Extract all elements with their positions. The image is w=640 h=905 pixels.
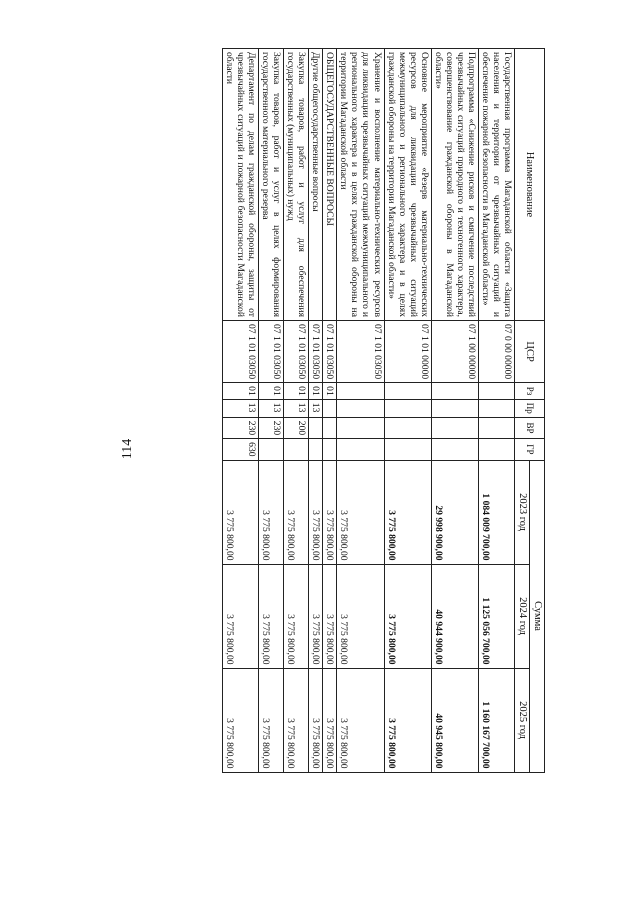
row-rz: 01 <box>309 383 323 400</box>
row-csr: 07 1 01 03050 <box>309 321 323 383</box>
row-2025: 3 775 800,00 <box>259 668 284 772</box>
row-gr: 630 <box>223 439 259 460</box>
row-2024: 3 775 800,00 <box>259 564 284 668</box>
row-name: Закупка товаров, работ и услуг для обеспечения государственных (муниципальных) нужд <box>284 49 309 321</box>
row-rz: 01 <box>284 383 309 400</box>
row-vr: 230 <box>223 417 259 438</box>
row-name: Основное мероприятие «Резерв материально-технических ресурсов для ликвидации чрезвычайных ситуаций межмуниципального и регионального характера и в целях гражданской обороны на территории Магаданской области» <box>384 49 431 321</box>
row-rz <box>337 383 384 400</box>
row-2023: 3 775 800,00 <box>284 460 309 564</box>
page-number: 114 <box>120 438 135 460</box>
table-row <box>323 49 337 773</box>
row-2023: 3 775 800,00 <box>337 460 384 564</box>
row-2023: 1 084 009 700,00 <box>478 460 514 564</box>
row-2024: 3 775 800,00 <box>384 564 431 668</box>
row-gr <box>259 439 284 460</box>
row-pr: 13 <box>259 399 284 417</box>
row-csr: 07 1 01 03050 <box>259 321 284 383</box>
row-pr <box>323 399 337 417</box>
row-vr <box>323 417 337 438</box>
table-body <box>223 49 515 773</box>
header-pr: Пр <box>514 399 544 417</box>
row-pr <box>384 399 431 417</box>
row-gr <box>431 439 478 460</box>
row-gr <box>323 439 337 460</box>
row-pr <box>431 399 478 417</box>
row-vr <box>309 417 323 438</box>
row-vr <box>478 417 514 438</box>
header-row-1 <box>529 49 544 773</box>
header-sum: Сумма <box>529 460 544 772</box>
header-2025: 2025 год <box>514 668 529 772</box>
row-pr: 13 <box>309 399 323 417</box>
table-row <box>284 49 309 773</box>
row-vr: 200 <box>284 417 309 438</box>
row-2023: 3 775 800,00 <box>384 460 431 564</box>
row-2024: 3 775 800,00 <box>223 564 259 668</box>
row-pr: 13 <box>223 399 259 417</box>
row-2024: 3 775 800,00 <box>309 564 323 668</box>
row-pr: 13 <box>284 399 309 417</box>
row-vr <box>431 417 478 438</box>
row-2025: 3 775 800,00 <box>384 668 431 772</box>
row-rz: 01 <box>259 383 284 400</box>
table-row <box>431 49 478 773</box>
row-2025: 3 775 800,00 <box>284 668 309 772</box>
row-name: Другие общегосударственные вопросы <box>309 49 323 321</box>
row-2024: 3 775 800,00 <box>337 564 384 668</box>
row-2025: 3 775 800,00 <box>337 668 384 772</box>
header-csr: ЦСР <box>514 321 544 383</box>
row-csr: 07 1 01 03050 <box>323 321 337 383</box>
row-vr <box>384 417 431 438</box>
row-2023: 3 775 800,00 <box>223 460 259 564</box>
row-vr: 230 <box>259 417 284 438</box>
row-2025: 1 160 167 700,00 <box>478 668 514 772</box>
row-2025: 3 775 800,00 <box>223 668 259 772</box>
row-2023: 3 775 800,00 <box>259 460 284 564</box>
row-csr: 07 1 01 03050 <box>284 321 309 383</box>
row-2025: 40 945 800,00 <box>431 668 478 772</box>
row-2025: 3 775 800,00 <box>323 668 337 772</box>
table-row <box>259 49 284 773</box>
table-row <box>223 49 259 773</box>
row-csr: 07 1 00 00000 <box>431 321 478 383</box>
row-name: ОБЩЕГОСУДАРСТВЕННЫЕ ВОПРОСЫ <box>323 49 337 321</box>
table-row <box>337 49 384 773</box>
budget-table-wrap <box>222 48 545 773</box>
row-rz <box>431 383 478 400</box>
row-vr <box>337 417 384 438</box>
table-row <box>384 49 431 773</box>
row-csr: 07 1 01 00000 <box>384 321 431 383</box>
table-row <box>478 49 514 773</box>
row-2025: 3 775 800,00 <box>309 668 323 772</box>
row-name: Департамент по делам гражданской обороны, защиты от чрезвычайных ситуаций и пожарной безопасности Магаданской области <box>223 49 259 321</box>
header-rz: Рз <box>514 383 544 400</box>
header-2024: 2024 год <box>514 564 529 668</box>
row-rz: 01 <box>323 383 337 400</box>
row-2024: 40 944 900,00 <box>431 564 478 668</box>
row-gr <box>384 439 431 460</box>
table-row <box>309 49 323 773</box>
row-pr <box>337 399 384 417</box>
row-rz <box>384 383 431 400</box>
row-name: Хранение и восполнение материально-технических ресурсов для ликвидации чрезвычайных ситуаций межмуниципального и регионального характера и в целях гражданской обороны на территории Магаданской области <box>337 49 384 321</box>
row-rz <box>478 383 514 400</box>
row-2023: 29 998 900,00 <box>431 460 478 564</box>
budget-table <box>222 48 545 773</box>
row-csr: 07 1 01 03050 <box>337 321 384 383</box>
row-name: Государственная программа Магаданской области «Защита населения и территории от чрезвычайных ситуаций и обеспечение пожарной безопасности в Магаданской области» <box>478 49 514 321</box>
row-csr: 07 1 01 03050 <box>223 321 259 383</box>
row-gr <box>478 439 514 460</box>
header-gr: ГР <box>514 439 544 460</box>
header-2023: 2023 год <box>514 460 529 564</box>
row-name: Закупка товаров, работ и услуг в целях формирования государственного материального резерва <box>259 49 284 321</box>
row-name: Подпрограмма «Снижение рисков и смягчение последствий чрезвычайных ситуаций природного и техногенного характера, совершенствование гражданской обороны в Магаданской области» <box>431 49 478 321</box>
row-2024: 3 775 800,00 <box>323 564 337 668</box>
row-2023: 3 775 800,00 <box>309 460 323 564</box>
row-gr <box>337 439 384 460</box>
row-csr: 07 0 00 00000 <box>478 321 514 383</box>
row-2023: 3 775 800,00 <box>323 460 337 564</box>
header-vr: ВР <box>514 417 544 438</box>
row-2024: 3 775 800,00 <box>284 564 309 668</box>
row-gr <box>309 439 323 460</box>
row-gr <box>284 439 309 460</box>
header-name: Наименование <box>514 49 544 321</box>
row-rz: 01 <box>223 383 259 400</box>
row-pr <box>478 399 514 417</box>
row-2024: 1 125 056 700,00 <box>478 564 514 668</box>
